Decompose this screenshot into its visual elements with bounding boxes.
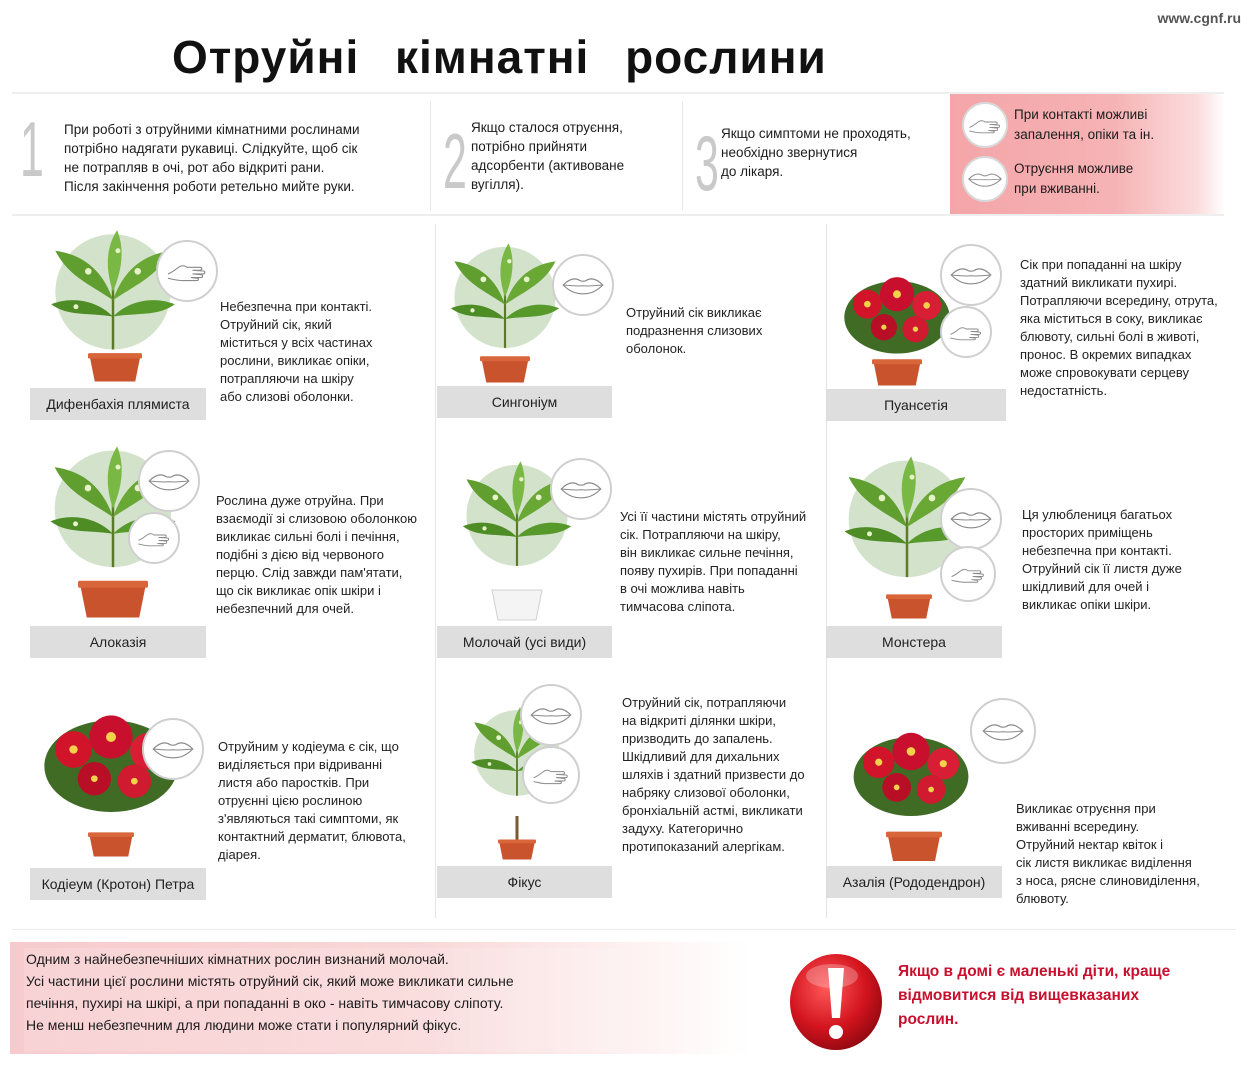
bottom-note [10, 942, 750, 1054]
tip-1 [12, 102, 430, 210]
plant-description: Усі її частини містять отруйний сік. Потрапляючи на шкіру, він викликає сильне печіння, появу пухирів. При попаданні в очі можлива навіть тимчасова сліпота. [620, 509, 807, 614]
plant-caption: Алоказія [30, 626, 206, 658]
hand-icon [156, 240, 218, 302]
hand-icon [940, 306, 992, 358]
plant-description: Рослина дуже отруйна. При взаємодії зі слизовою оболонкою викликає сильні болі і печіння, подібні з дією від червоного перцю. Слід завжди пам'ятати, що сік викликає опік шкіри і небезпечний для очей. [216, 493, 417, 616]
lips-icon [940, 488, 1002, 550]
warning-text: Якщо в домі є маленькі діти, краще відмовитися від вищевказаних рослин. [898, 963, 1171, 1028]
plant-description: Отруйний сік викликає подразнення слизових оболонок. [626, 305, 763, 356]
syngonium-image [440, 236, 570, 388]
bottom-note-line: Усі частини цієї рослини містять отруйний сік, який може викликати сильне [26, 973, 514, 989]
exclamation-icon [788, 948, 884, 1052]
column-divider [826, 224, 827, 918]
legend-contact-text: При контакті можливі запалення, опіки та ін. [1014, 107, 1155, 142]
lips-icon [550, 458, 612, 520]
bottom-note-line: Одним з найнебезпечніших кімнатних рослин визнаний молочай. [26, 951, 449, 967]
lips-icon [142, 718, 204, 780]
page-title: Отруйні кімнатні рослини [172, 31, 827, 83]
bottom-note-line: печіння, пухирі на шкірі, а при попаданні в око - навіть тимчасову сліпоту. [26, 995, 504, 1011]
azalea-image [836, 712, 986, 868]
plant-caption: Фікус [437, 866, 612, 898]
tip-text: При роботі з отруйними кімнатними рослинами потрібно надягати рукавиці. Слідкуйте, щоб сік не потрапляв в очі, рот або відкриті рани. Після закінчення роботи ретельно мийте руки. [64, 122, 360, 194]
bottom-note-line: Не менш небезпечним для людини може стати і популярний фікус. [26, 1017, 462, 1033]
tip-text: Якщо симптоми не проходять, необхідно звернутися до лікаря. [721, 126, 911, 179]
plant-caption: Кодіеум (Кротон) Петра [30, 868, 206, 900]
plant-caption: Пуансетія [826, 389, 1006, 421]
lips-icon [962, 156, 1008, 202]
lips-icon [138, 450, 200, 512]
legend-ingest [962, 156, 1174, 202]
plant-caption: Монстера [826, 626, 1002, 658]
lips-icon [552, 254, 614, 316]
plant-description: Викликає отруєння при вживанні всередину. Отруйний нектар квіток і сік листя викликає виділення з носа, рясне слиновиділення, блювоту. [1016, 801, 1200, 906]
site-url[interactable]: www.cgnf.ru [1157, 10, 1241, 26]
tip-number: 2 [443, 117, 467, 205]
hand-icon [962, 102, 1008, 148]
lips-icon [520, 684, 582, 746]
tip-number: 3 [695, 119, 719, 207]
legend-ingest-text: Отруєння можливе при вживанні. [1014, 161, 1134, 196]
grid-bottom-divider [12, 929, 1236, 930]
plant-caption: Дифенбахія плямиста [30, 388, 206, 420]
hand-icon [522, 746, 580, 804]
lips-icon [970, 698, 1036, 764]
plant-description: Отруйний сік, потрапляючи на відкриті ділянки шкіри, призводить до запалень. Шкідливий для дихальних шляхів і здатний призвести до набряку слизової оболонки, бронхіальній астмі, викликати задуху. Категорично протипоказаний алергікам. [622, 695, 805, 854]
tip-number: 1 [20, 105, 44, 193]
legend-contact [962, 102, 1174, 148]
tip-text: Якщо сталося отруєння, потрібно прийняти адсорбенти (активоване вугілля). [471, 120, 625, 192]
hand-icon [128, 512, 180, 564]
plant-description: Небезпечна при контакті. Отруйний сік, який міститься у всіх частинах рослини, викликає опіки, потрапляючи на шкіру або слизові оболонки. [220, 299, 373, 404]
plant-description: Отруйним у кодіеума є сік, що виділяється при відриванні листя або паростків. При отруєнні цією рослиною з'являються такі симптоми, як контактний дерматит, блювота, діарея. [218, 739, 406, 862]
plant-caption: Азалія (Рододендрон) [826, 866, 1002, 898]
plant-caption: Молочай (усі види) [437, 626, 612, 658]
tip-3 [682, 102, 948, 210]
column-divider [435, 224, 436, 918]
tip-2 [430, 102, 682, 210]
plant-caption: Сингоніум [437, 386, 612, 418]
plant-description: Ця улюблениця багатьох просторих приміщень небезпечна при контакті. Отруйний сік її листя дуже шкідливий для очей і викликає опіки шкіри. [1022, 507, 1182, 612]
legend-box [950, 94, 1225, 214]
hand-icon [940, 546, 996, 602]
lips-icon [940, 244, 1002, 306]
plant-description: Сік при попаданні на шкіру здатний викликати пухирі. Потрапляючи всередину, отрута, яка міститься в соку, викликає блювоту, сильні болі в животі, пронос. В окремих випадках може спровокувати серцеву недостатність. [1020, 257, 1218, 398]
